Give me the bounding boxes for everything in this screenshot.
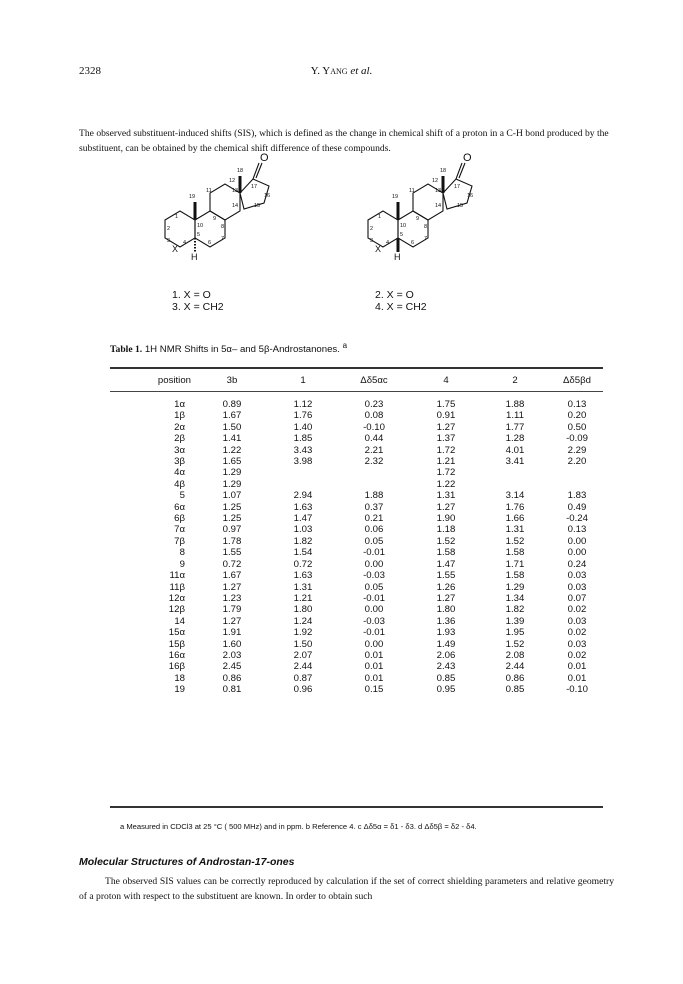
atom-label-4: 4 bbox=[183, 240, 187, 246]
cell-value: 0.01 bbox=[567, 672, 587, 684]
table-row bbox=[110, 502, 603, 513]
cell-value: 1.49 bbox=[436, 638, 456, 650]
cell-value: 0.95 bbox=[436, 684, 456, 696]
atom-label-16: 16 bbox=[467, 193, 474, 199]
atom-label-x: X bbox=[375, 244, 382, 254]
row-position: 6α bbox=[174, 501, 185, 513]
col-header-4: 4 bbox=[443, 374, 449, 386]
cell-value: 1.66 bbox=[505, 513, 525, 525]
cell-value: -0.10 bbox=[363, 421, 385, 433]
cell-value: 2.43 bbox=[436, 661, 456, 673]
cell-value: 1.95 bbox=[505, 627, 525, 639]
cell-value: 1.54 bbox=[293, 547, 313, 559]
cell-value: 1.67 bbox=[222, 410, 242, 422]
atom-label-14: 14 bbox=[435, 203, 442, 209]
atom-label-6: 6 bbox=[411, 240, 415, 246]
atom-label-17: 17 bbox=[251, 184, 258, 190]
atom-label-18: 18 bbox=[440, 168, 447, 174]
cell-value: 0.91 bbox=[436, 410, 456, 422]
cell-value: 0.06 bbox=[364, 524, 384, 536]
cell-value: 0.24 bbox=[567, 558, 587, 570]
table-row bbox=[110, 456, 603, 467]
cell-value: 0.13 bbox=[567, 524, 587, 536]
cell-value bbox=[335, 479, 413, 490]
cell-value: -0.01 bbox=[363, 547, 385, 559]
atom-label-16: 16 bbox=[264, 193, 271, 199]
cell-value: -0.03 bbox=[363, 570, 385, 582]
cell-value: 1.52 bbox=[505, 535, 525, 547]
atom-label-19: 19 bbox=[189, 194, 196, 200]
cell-value: 3.43 bbox=[293, 444, 313, 456]
atom-label-6: 6 bbox=[208, 240, 212, 246]
row-position: 7α bbox=[174, 524, 185, 536]
cell-value: 1.80 bbox=[293, 604, 313, 616]
table-row bbox=[110, 547, 603, 558]
cell-value: 2.08 bbox=[505, 649, 525, 661]
cell-value: 2.06 bbox=[436, 649, 456, 661]
cell-value bbox=[551, 467, 603, 478]
row-position: 4β bbox=[174, 478, 185, 490]
structure-label-left-2: 3. X = CH2 bbox=[172, 301, 224, 313]
cell-value: 0.44 bbox=[364, 433, 384, 445]
row-position: 7β bbox=[174, 535, 185, 547]
cell-value: 1.50 bbox=[293, 638, 313, 650]
cell-value: 1.58 bbox=[505, 547, 525, 559]
table-row bbox=[110, 524, 603, 535]
cell-value: 0.87 bbox=[293, 672, 313, 684]
atom-label-h: H bbox=[394, 252, 401, 262]
cell-value: 0.86 bbox=[505, 672, 525, 684]
table-row bbox=[110, 433, 603, 444]
cell-value: -0.01 bbox=[363, 592, 385, 604]
cell-value: 3.14 bbox=[505, 490, 525, 502]
cell-value: -0.24 bbox=[566, 513, 588, 525]
cell-value: 1.52 bbox=[505, 638, 525, 650]
cell-value: 0.02 bbox=[567, 649, 587, 661]
row-position: 2β bbox=[174, 433, 185, 445]
cell-value: 1.58 bbox=[436, 547, 456, 559]
carbonyl-bond-2 bbox=[256, 163, 262, 178]
table-caption-label: Table 1. bbox=[110, 344, 143, 356]
cell-value: 1.52 bbox=[436, 535, 456, 547]
table-row bbox=[110, 490, 603, 501]
cell-value: 0.96 bbox=[293, 684, 313, 696]
cell-value: 1.65 bbox=[222, 456, 242, 468]
cell-value: 1.82 bbox=[505, 604, 525, 616]
row-position: 15β bbox=[168, 638, 185, 650]
cell-value: 0.23 bbox=[364, 399, 384, 410]
cell-value: 0.01 bbox=[567, 661, 587, 673]
cell-value: 1.25 bbox=[222, 501, 242, 513]
atom-label-7: 7 bbox=[424, 236, 428, 242]
atom-label-15: 15 bbox=[254, 203, 261, 209]
atom-label-8: 8 bbox=[221, 224, 225, 230]
cell-value: 1.27 bbox=[222, 615, 242, 627]
cell-value: 2.44 bbox=[505, 661, 525, 673]
cell-value: 0.21 bbox=[364, 513, 384, 525]
atom-label-3: 3 bbox=[370, 238, 374, 244]
cell-value: 1.76 bbox=[505, 501, 525, 513]
cell-value: 1.93 bbox=[436, 627, 456, 639]
table-row bbox=[110, 616, 603, 627]
row-position: 3α bbox=[174, 444, 185, 456]
nmr-shifts-table bbox=[110, 369, 603, 696]
row-position: 15α bbox=[168, 627, 185, 639]
cell-value: 1.24 bbox=[293, 615, 313, 627]
cell-value: 1.83 bbox=[567, 490, 587, 502]
cell-value bbox=[479, 479, 551, 490]
row-position: 16α bbox=[168, 649, 185, 661]
table-row bbox=[110, 536, 603, 547]
cell-value: 1.11 bbox=[506, 410, 524, 422]
atom-label-1: 1 bbox=[378, 214, 382, 220]
atom-label-5: 5 bbox=[197, 232, 201, 238]
cell-value: 1.12 bbox=[293, 399, 313, 410]
cell-value: 1.71 bbox=[505, 558, 525, 570]
cell-value: 1.77 bbox=[505, 421, 525, 433]
cell-value: 0.05 bbox=[364, 535, 384, 547]
cell-value: 0.03 bbox=[567, 570, 587, 582]
table-row bbox=[110, 582, 603, 593]
row-position: 2α bbox=[174, 421, 185, 433]
cell-value: 1.29 bbox=[222, 467, 242, 479]
cell-value: 0.37 bbox=[364, 501, 384, 513]
cell-value: 0.01 bbox=[364, 661, 384, 673]
row-position: 6β bbox=[174, 513, 185, 525]
cell-value: 0.05 bbox=[364, 581, 384, 593]
cell-value: 1.31 bbox=[505, 524, 525, 536]
atom-label-9: 9 bbox=[213, 216, 217, 222]
cell-value: 1.76 bbox=[293, 410, 313, 422]
cell-value bbox=[551, 479, 603, 490]
cell-value: 0.81 bbox=[222, 684, 242, 696]
atom-label-15: 15 bbox=[457, 203, 464, 209]
cell-value: -0.09 bbox=[566, 433, 588, 445]
table-header-row bbox=[110, 369, 603, 392]
table-row bbox=[110, 559, 603, 570]
cell-value: 0.49 bbox=[567, 501, 587, 513]
cell-value: 0.03 bbox=[567, 638, 587, 650]
cell-value: 0.85 bbox=[505, 684, 525, 696]
table-row bbox=[110, 661, 603, 672]
cell-value: 1.34 bbox=[505, 592, 525, 604]
cell-value: 3.98 bbox=[293, 456, 313, 468]
table-row bbox=[110, 684, 603, 695]
running-head-author: Y. Yang bbox=[310, 65, 348, 77]
atom-label-1: 1 bbox=[175, 214, 179, 220]
row-position: 19 bbox=[174, 684, 185, 696]
row-position: 14 bbox=[174, 615, 185, 627]
cell-value: 0.20 bbox=[567, 410, 587, 422]
atom-label-14: 14 bbox=[232, 203, 239, 209]
row-position: 9 bbox=[179, 558, 185, 570]
cell-value: 0.00 bbox=[364, 558, 384, 570]
cell-value: 1.31 bbox=[436, 490, 456, 502]
structure-label-left-1: 1. X = O bbox=[172, 289, 211, 301]
row-position: 1β bbox=[174, 410, 185, 422]
col-header-3: 3b bbox=[226, 374, 238, 386]
cell-value: 1.18 bbox=[436, 524, 456, 536]
row-position: 1α bbox=[174, 399, 185, 410]
atom-label-9: 9 bbox=[416, 216, 420, 222]
cell-value: 1.29 bbox=[505, 581, 525, 593]
atom-label-3: 3 bbox=[167, 238, 171, 244]
cell-value: 0.02 bbox=[567, 604, 587, 616]
atom-label-12: 12 bbox=[432, 178, 439, 184]
cell-value: 1.50 bbox=[222, 421, 242, 433]
cell-value: 1.03 bbox=[293, 524, 313, 536]
cell-value: 0.13 bbox=[567, 399, 587, 410]
cell-value: 2.45 bbox=[222, 661, 242, 673]
cell-value: 1.72 bbox=[436, 444, 456, 456]
row-position: 12β bbox=[168, 604, 185, 616]
table-row bbox=[110, 570, 603, 581]
col-header-dd5b: Δδ5βd bbox=[563, 374, 591, 386]
row-position: 16β bbox=[168, 661, 185, 673]
cell-value: 1.75 bbox=[436, 399, 456, 410]
steroid-structures-figure bbox=[0, 148, 683, 288]
cell-value: 1.72 bbox=[436, 467, 456, 479]
structure-label-right-2: 4. X = CH2 bbox=[375, 301, 427, 313]
cell-value: 1.27 bbox=[436, 421, 456, 433]
table-row bbox=[110, 673, 603, 684]
cell-value: 2.44 bbox=[293, 661, 313, 673]
col-header-1: 1 bbox=[300, 374, 306, 386]
cell-value: 0.00 bbox=[567, 535, 587, 547]
cell-value: 1.27 bbox=[222, 581, 242, 593]
cell-value: 2.20 bbox=[567, 456, 587, 468]
intro-paragraph: The observed substituent-induced shifts (SIS), which is defined as the change in chemical shift of a proton in a C-H bond produced by the substituent, can be obtained by the chemical shift difference of these compounds. bbox=[79, 128, 609, 154]
cell-value: 0.85 bbox=[436, 672, 456, 684]
row-position: 11α bbox=[169, 570, 185, 582]
cell-value: 2.94 bbox=[293, 490, 313, 502]
table-bottom-rule bbox=[110, 806, 603, 808]
cell-value: 3.41 bbox=[505, 456, 525, 468]
cell-value: 1.85 bbox=[293, 433, 313, 445]
cell-value: 0.01 bbox=[364, 649, 384, 661]
row-position: 18 bbox=[174, 672, 185, 684]
atom-label-12: 12 bbox=[229, 178, 236, 184]
structure-left bbox=[165, 152, 270, 262]
cell-value: 1.58 bbox=[505, 570, 525, 582]
cell-value: -0.03 bbox=[363, 615, 385, 627]
structure-label-right-1: 2. X = O bbox=[375, 289, 414, 301]
cell-value: 0.15 bbox=[364, 684, 384, 696]
cell-value: 0.00 bbox=[364, 604, 384, 616]
cell-value: 4.01 bbox=[505, 444, 525, 456]
cell-value: 1.55 bbox=[436, 570, 456, 582]
table-row bbox=[110, 513, 603, 524]
cell-value: 1.63 bbox=[293, 570, 313, 582]
cell-value bbox=[335, 467, 413, 478]
atom-label-10: 10 bbox=[400, 223, 407, 229]
atom-label-13: 13 bbox=[232, 188, 239, 194]
table-body bbox=[110, 392, 603, 696]
cell-value: 1.92 bbox=[293, 627, 313, 639]
cell-value: 1.40 bbox=[293, 421, 313, 433]
structure-right bbox=[368, 152, 473, 262]
cell-value: 0.02 bbox=[567, 627, 587, 639]
row-position: 3β bbox=[174, 456, 185, 468]
cell-value: 1.47 bbox=[293, 513, 313, 525]
table-row bbox=[110, 410, 603, 421]
cell-value: 1.21 bbox=[293, 592, 313, 604]
table-row bbox=[110, 627, 603, 638]
row-position: 12α bbox=[168, 592, 185, 604]
cell-value: 0.97 bbox=[222, 524, 242, 536]
cell-value: 1.22 bbox=[222, 444, 242, 456]
row-position: 4α bbox=[174, 467, 185, 479]
page-number: 2328 bbox=[79, 65, 101, 77]
col-header-position: position bbox=[157, 374, 191, 386]
cell-value: 2.21 bbox=[364, 444, 384, 456]
cell-value: 1.78 bbox=[222, 535, 242, 547]
cell-value: 1.26 bbox=[436, 581, 456, 593]
cell-value: 2.07 bbox=[293, 649, 313, 661]
table-caption bbox=[110, 341, 347, 355]
atom-label-11: 11 bbox=[206, 188, 212, 194]
atom-label-x: X bbox=[172, 244, 179, 254]
cell-value: 1.47 bbox=[436, 558, 456, 570]
cell-value bbox=[271, 479, 335, 490]
table-row bbox=[110, 392, 603, 411]
cell-value: 1.88 bbox=[505, 399, 525, 410]
table-row bbox=[110, 467, 603, 478]
atom-label-13: 13 bbox=[435, 188, 442, 194]
row-position: 5 bbox=[179, 490, 185, 502]
atom-label-18: 18 bbox=[237, 168, 244, 174]
cell-value: 1.60 bbox=[222, 638, 242, 650]
structure-label-right bbox=[375, 289, 427, 313]
table-caption-note: a bbox=[342, 341, 348, 350]
cell-value: 1.36 bbox=[436, 615, 456, 627]
row-position: 8 bbox=[179, 547, 185, 559]
cell-value: 1.37 bbox=[436, 433, 456, 445]
table-row bbox=[110, 445, 603, 456]
cell-value: 0.03 bbox=[567, 581, 587, 593]
atom-label-7: 7 bbox=[221, 236, 225, 242]
cell-value: -0.01 bbox=[363, 627, 385, 639]
atom-label-10: 10 bbox=[197, 223, 204, 229]
atom-label-2: 2 bbox=[370, 226, 374, 232]
table-row bbox=[110, 422, 603, 433]
cell-value bbox=[271, 467, 335, 478]
cell-value: 0.08 bbox=[364, 410, 384, 422]
cell-value: 1.67 bbox=[222, 570, 242, 582]
body-paragraph: The observed SIS values can be correctly reproduced by calculation if the set of correct shielding parameters and relative geometry of a proton with respect to the substituent are known. In order to obtain such bbox=[79, 876, 614, 902]
atom-label-17: 17 bbox=[454, 184, 461, 190]
carbonyl-oxygen: O bbox=[463, 152, 472, 164]
cell-value: 2.03 bbox=[222, 649, 242, 661]
cell-value: 0.50 bbox=[567, 421, 587, 433]
cell-value: 1.25 bbox=[222, 513, 242, 525]
cell-value: 1.91 bbox=[222, 627, 242, 639]
atom-label-11: 11 bbox=[409, 188, 415, 194]
cell-value: 0.86 bbox=[222, 672, 242, 684]
atom-label-h: H bbox=[191, 252, 198, 262]
cell-value: 0.72 bbox=[222, 558, 242, 570]
cell-value: 1.80 bbox=[436, 604, 456, 616]
carbonyl-bond-2 bbox=[459, 163, 465, 178]
cell-value: 1.21 bbox=[436, 456, 456, 468]
table-caption-text: 1H NMR Shifts in 5α– and 5β-Androstanones. bbox=[144, 344, 340, 356]
cell-value: 1.55 bbox=[222, 547, 242, 559]
cell-value: 1.63 bbox=[293, 501, 313, 513]
cell-value: 0.01 bbox=[364, 672, 384, 684]
cell-value: 1.28 bbox=[505, 433, 525, 445]
cell-value: 0.72 bbox=[293, 558, 313, 570]
cell-value: 1.31 bbox=[293, 581, 313, 593]
cell-value: 2.32 bbox=[364, 456, 384, 468]
col-header-dd5a: Δδ5αc bbox=[360, 374, 388, 386]
cell-value: -0.10 bbox=[566, 684, 588, 696]
structure-label-left bbox=[172, 289, 224, 313]
table-row bbox=[110, 479, 603, 490]
row-position: 11β bbox=[169, 581, 185, 593]
carbonyl-oxygen: O bbox=[260, 152, 269, 164]
cell-value: 2.29 bbox=[567, 444, 587, 456]
cell-value: 1.07 bbox=[222, 490, 242, 502]
cell-value: 0.00 bbox=[567, 547, 587, 559]
table-footnote: a Measured in CDCl3 at 25 °C ( 500 MHz) and in ppm. b Reference 4. c Δδ5α = δ1 - δ3. d Δδ5β = δ2 - δ4. bbox=[120, 822, 477, 831]
cell-value: 1.90 bbox=[436, 513, 456, 525]
atom-label-4: 4 bbox=[386, 240, 390, 246]
section-heading: Molecular Structures of Androstan-17-ones bbox=[79, 856, 295, 868]
table-row bbox=[110, 639, 603, 650]
cell-value: 1.39 bbox=[505, 615, 525, 627]
cell-value bbox=[479, 467, 551, 478]
atom-label-19: 19 bbox=[392, 194, 399, 200]
running-head bbox=[0, 65, 683, 77]
cell-value: 1.88 bbox=[364, 490, 384, 502]
cell-value: 1.79 bbox=[222, 604, 242, 616]
cell-value: 0.03 bbox=[567, 615, 587, 627]
cell-value: 0.07 bbox=[567, 592, 587, 604]
cell-value: 1.29 bbox=[222, 478, 242, 490]
cell-value: 1.27 bbox=[436, 592, 456, 604]
cell-value: 0.00 bbox=[364, 638, 384, 650]
cell-value: 1.41 bbox=[222, 433, 242, 445]
cell-value: 1.82 bbox=[293, 535, 313, 547]
atom-label-5: 5 bbox=[400, 232, 404, 238]
cell-value: 1.27 bbox=[436, 501, 456, 513]
running-head-etal: et al. bbox=[350, 65, 373, 77]
table-row bbox=[110, 593, 603, 604]
cell-value: 1.23 bbox=[222, 592, 242, 604]
col-header-2: 2 bbox=[512, 374, 518, 386]
table-row bbox=[110, 604, 603, 615]
atom-label-2: 2 bbox=[167, 226, 171, 232]
atom-label-8: 8 bbox=[424, 224, 428, 230]
table-row bbox=[110, 650, 603, 661]
cell-value: 1.22 bbox=[436, 478, 456, 490]
cell-value: 0.89 bbox=[222, 399, 242, 410]
